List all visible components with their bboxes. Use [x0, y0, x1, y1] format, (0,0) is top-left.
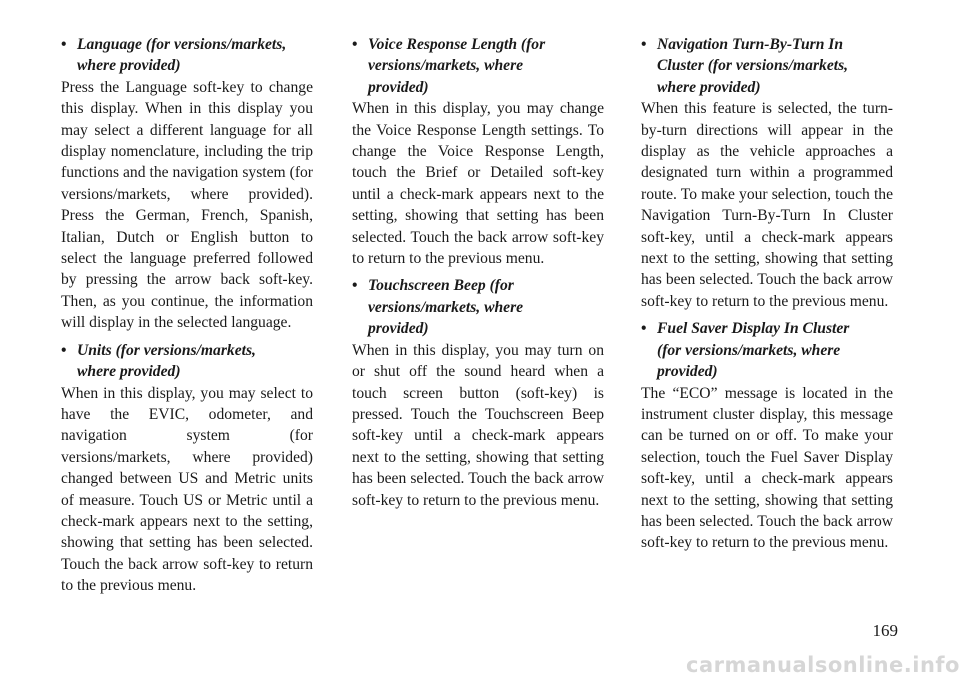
bullet-icon: • — [641, 36, 647, 53]
heading-line: where provided) — [77, 363, 181, 381]
section-body-fuel-saver-display: The “ECO” message is located in the instrument cluster display, this message can be turned on or off. To make your selection, touch the Fuel Saver Display soft-key, until a check-mark appears next to the setting, showing that setting has been selected. Touch the back arrow soft-key to return to the previous menu. — [641, 384, 893, 552]
column-left — [61, 34, 313, 603]
bullet-icon: • — [61, 36, 67, 53]
heading-line: (for versions/markets, where — [657, 341, 841, 359]
bullet-icon: • — [352, 36, 358, 53]
column-middle — [352, 34, 604, 517]
heading-line: where provided) — [77, 57, 181, 75]
bullet-icon: • — [352, 277, 358, 295]
heading-line: Cluster (for versions/markets, — [657, 57, 849, 75]
heading-line: provided) — [368, 320, 429, 338]
heading-line: Units (for versions/markets, — [77, 341, 256, 359]
heading-line: Language (for versions/markets, — [77, 36, 287, 53]
section-body-units: When in this display, you may select to have the EVIC, odometer, and navigation system (for versions/markets, where provided) changed between US and Metric units of measure. Touch US or Metric until a check-mark appears next to the setting, showing that setting has been selected. Touch the back arrow soft-key to return to the previous menu. — [61, 384, 313, 595]
heading-line: Fuel Saver Display In Cluster — [657, 320, 850, 338]
page-number: 169 — [872, 621, 898, 640]
section-body-navigation-turn-by-turn: When this feature is selected, the turn-by-turn directions will appear in the display as the vehicle approaches a designated turn within a programmed route. To make your selection, touch the Navigation Turn-By-Turn In Cluster soft-key, until a check-mark appears next to the setting, showing that setting has been selected. Touch the back arrow soft-key to return to the previous menu. — [641, 100, 893, 310]
section-heading-touchscreen-beep — [352, 275, 604, 339]
section-heading-navigation-turn-by-turn — [641, 34, 893, 98]
section-body-voice-response-length: When in this display, you may change the Voice Response Length settings. To change the Voice Response Length, touch the Brief or Detailed soft-key until a check-mark appears next to the setting, showing that setting has been selected. Touch the back arrow soft-key to return to the previous menu. — [352, 100, 604, 268]
bullet-icon: • — [641, 320, 647, 338]
bullet-icon: • — [61, 341, 67, 359]
column-right — [641, 34, 893, 560]
heading-line: Voice Response Length (for — [368, 36, 546, 53]
heading-line: Navigation Turn-By-Turn In — [657, 36, 844, 53]
heading-line: provided) — [657, 363, 718, 381]
watermark-text: carmanualsonline.info — [686, 653, 960, 677]
section-body-language: Press the Language soft-key to change this display. When in this display you may select a different language for all display nomenclature, including the trip functions and the navigation system (for versions/markets, where provided). Press the German, French, Spanish, Italian, Dutch or English button to select the language preferred followed by pressing the arrow back soft-key. Then, as you continue, the information will display in the selected language. — [61, 78, 313, 332]
section-heading-voice-response-length — [352, 34, 604, 98]
heading-line: versions/markets, where — [368, 298, 524, 316]
section-heading-units — [61, 340, 313, 383]
section-body-touchscreen-beep: When in this display, you may turn on or shut off the sound heard when a touch screen button (soft-key) is pressed. Touch the Touchscreen Beep soft-key until a check-mark appears next to the setting, showing that setting has been selected. Touch the back arrow soft-key to return to the previous menu. — [352, 341, 604, 509]
section-heading-language — [61, 34, 313, 77]
heading-line: versions/markets, where — [368, 57, 524, 75]
heading-line: provided) — [368, 78, 429, 96]
section-heading-fuel-saver-display — [641, 318, 893, 382]
heading-line: Touchscreen Beep (for — [368, 277, 514, 295]
heading-line: where provided) — [657, 78, 761, 96]
